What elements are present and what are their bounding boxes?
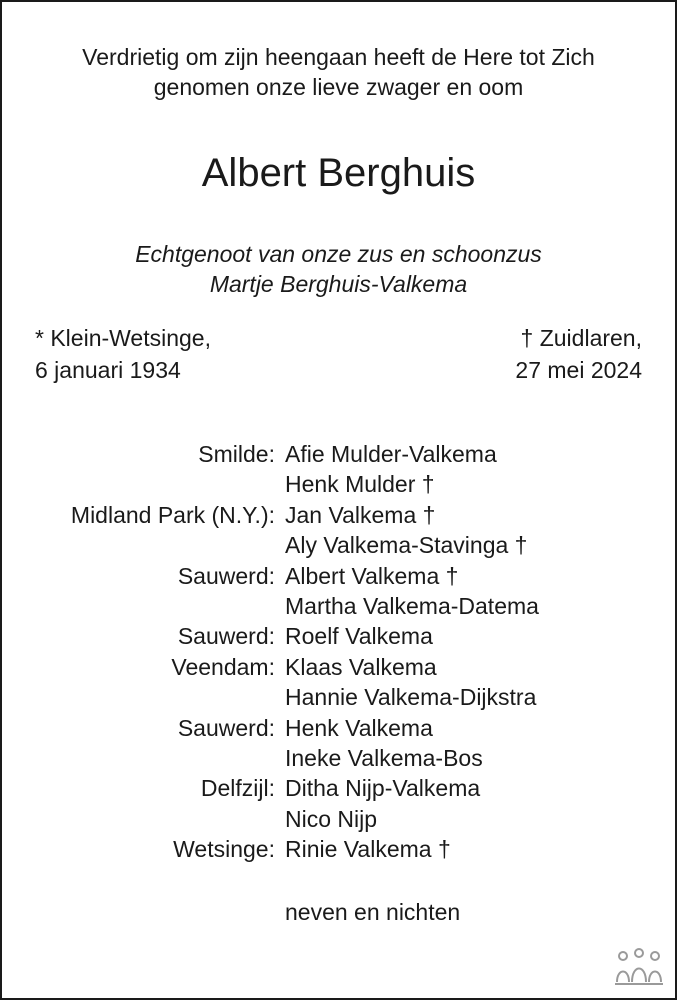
family-member-name: Albert Valkema †	[285, 562, 459, 589]
family-member-name: Rinie Valkema †	[285, 836, 451, 863]
family-member-name: Henk Mulder †	[285, 471, 435, 498]
intro-line-1: Verdrietig om zijn heengaan heeft de Here tot Zich	[82, 44, 595, 70]
relation-line-1: Echtgenoot van onze zus en schoonzus	[135, 241, 542, 267]
family-row	[2, 804, 539, 834]
family-place	[2, 591, 275, 621]
closing-text: neven en nichten	[285, 899, 461, 925]
family-place: Sauwerd:	[177, 562, 275, 589]
family-place: Delfzijl:	[200, 775, 275, 802]
family-place	[2, 530, 275, 560]
birth-place: * Klein-Wetsinge,	[35, 325, 211, 351]
family-row	[2, 652, 539, 682]
family-row	[2, 773, 539, 803]
family-member-name: Jan Valkema †	[285, 501, 436, 528]
deceased-name: Albert Berghuis	[201, 151, 476, 195]
family-row	[2, 682, 539, 712]
family-member-name: Roelf Valkema	[285, 623, 433, 650]
family-member-name: Ineke Valkema-Bos	[285, 744, 483, 771]
people-group-icon	[613, 946, 665, 986]
intro-line-2: genomen onze lieve zwager en oom	[153, 74, 524, 100]
family-place: Midland Park (N.Y.):	[70, 501, 275, 528]
death-date: 27 mei 2024	[515, 357, 642, 383]
family-place: Veendam:	[171, 653, 275, 680]
death-info	[515, 322, 642, 386]
family-row	[2, 500, 539, 530]
family-row	[2, 834, 539, 864]
relation-line-2: Martje Berghuis-Valkema	[209, 271, 468, 297]
family-row	[2, 743, 539, 773]
family-row	[2, 591, 539, 621]
family-place: Sauwerd:	[177, 714, 275, 741]
family-member-name: Henk Valkema	[285, 714, 433, 741]
family-list	[2, 439, 539, 864]
family-row	[2, 469, 539, 499]
relation-text	[2, 239, 675, 299]
birth-date: 6 januari 1934	[35, 357, 181, 383]
family-place: Sauwerd:	[177, 623, 275, 650]
family-member-name: Hannie Valkema-Dijkstra	[285, 684, 537, 711]
family-place: Wetsinge:	[173, 836, 275, 863]
intro-text	[2, 42, 675, 102]
family-row	[2, 713, 539, 743]
family-member-name: Nico Nijp	[285, 805, 378, 832]
birth-info	[35, 322, 211, 386]
family-row	[2, 561, 539, 591]
family-place: Smilde:	[198, 441, 275, 467]
family-member-name: Afie Mulder-Valkema	[285, 441, 497, 467]
family-place	[2, 682, 275, 712]
family-row	[2, 439, 539, 469]
family-place	[2, 743, 275, 773]
family-member-name: Klaas Valkema	[285, 653, 437, 680]
family-member-name: Aly Valkema-Stavinga †	[285, 532, 528, 559]
family-member-name: Ditha Nijp-Valkema	[285, 775, 481, 802]
family-member-name: Martha Valkema-Datema	[285, 592, 539, 619]
family-row	[2, 621, 539, 651]
death-place: † Zuidlaren,	[520, 325, 642, 351]
family-place	[2, 469, 275, 499]
family-row	[2, 530, 539, 560]
family-place	[2, 804, 275, 834]
